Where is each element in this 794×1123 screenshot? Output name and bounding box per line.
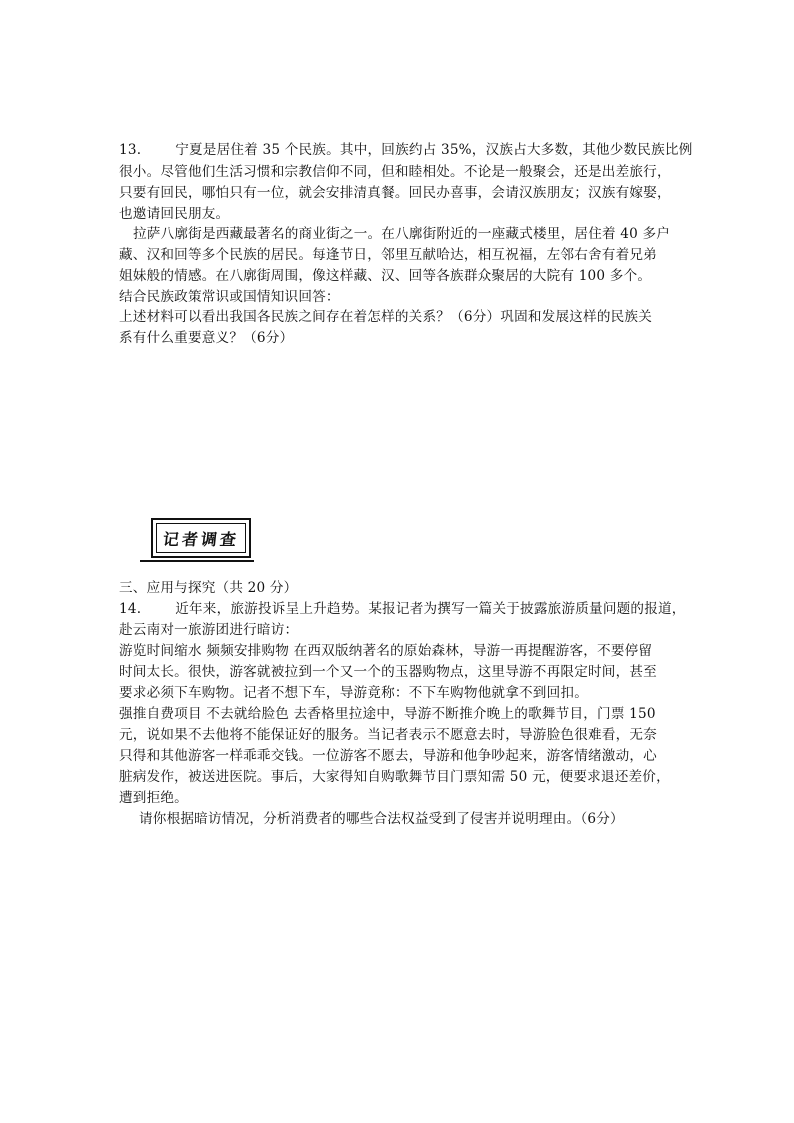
stamp-text: 记者调查 [161, 529, 240, 549]
q13-number: 13. [119, 142, 142, 158]
q13-line-4: 也邀请回民朋友。 [119, 206, 230, 222]
q13-line-9: 上述材料可以看出我国各民族之间存在着怎样的关系？（6分）巩固和发展这样的民族关 [119, 309, 653, 325]
q14-line-2: 赴云南对一旅游团进行暗访： [119, 622, 299, 638]
q14-line-4: 时间太长。很快，游客就被拉到一个又一个的玉器购物点，这里导游不再限定时间，甚至 [119, 664, 657, 680]
stamp-underline [140, 556, 254, 562]
q14-line-5: 要求必须下车购物。记者不想下车，导游竟称：不下车购物他就拿不到回扣。 [119, 685, 588, 701]
q14-line-3: 游览时间缩水 频频安排购物 在西双版纳著名的原始森林，导游一再提醒游客，不要停留 [119, 643, 653, 659]
q14-line-10: 遭到拒绝。 [119, 790, 188, 806]
q13-line-10: 系有什么重要意义？（6分） [119, 330, 294, 346]
q13-line-8: 结合民族政策常识或国情知识回答： [119, 289, 340, 305]
q13-line-5: 拉萨八廓街是西藏最著名的商业街之一。在八廓街附近的一座藏式楼里，居住着 40 多户 [133, 226, 671, 242]
q13-line-1: 13. 宁夏是居住着 35 个民族。其中，回族约占 35%，汉族占大多数，其他少数民族比例 [119, 142, 693, 158]
stamp-inner-frame [156, 523, 246, 553]
q14-line-6: 强推自费项目 不去就给脸色 去香格里拉途中，导游不断推介晚上的歌舞节目，门票 150 [119, 706, 656, 722]
q14-line-7: 元，说如果不去他将不能保证好的服务。当记者表示不愿意去时，导游脸色很难看，无奈 [119, 727, 657, 743]
q13-line-6: 藏、汉和回等多个民族的居民。每逢节日，邻里互献哈达，相互祝福，左邻右舍有着兄弟 [119, 247, 657, 263]
q13-line-7: 姐妹般的情感。在八廓街周围，像这样藏、汉、回等各族群众聚居的大院有 100 多个。 [119, 268, 652, 284]
q14-line-11: 请你根据暗访情况，分析消费者的哪些合法权益受到了侵害并说明理由。（6分） [139, 811, 624, 827]
reporter-investigation-stamp [151, 518, 251, 558]
q14-line-8: 只得和其他游客一样乖乖交钱。一位游客不愿去，导游和他争吵起来，游客情绪激动，心 [119, 748, 657, 764]
section-3-title: 三、应用与探究（共 20 分） [119, 580, 298, 596]
q14-number: 14. [119, 601, 142, 617]
q14-line-9: 脏病发作，被送进医院。事后，大家得知自购歌舞节目门票知需 50 元，便要求退还差价， [119, 769, 670, 785]
q13-line-3: 只要有回民，哪怕只有一位，就会安排清真餐。回民办喜事，会请汉族朋友；汉族有嫁娶， [119, 185, 671, 201]
q14-line-1: 14. 近年来，旅游投诉呈上升趋势。某报记者为撰写一篇关于披露旅游质量问题的报道， [119, 601, 686, 617]
q13-line-2: 很小。尽管他们生活习惯和宗教信仰不同，但和睦相处。不论是一般聚会，还是出差旅行， [119, 164, 671, 180]
